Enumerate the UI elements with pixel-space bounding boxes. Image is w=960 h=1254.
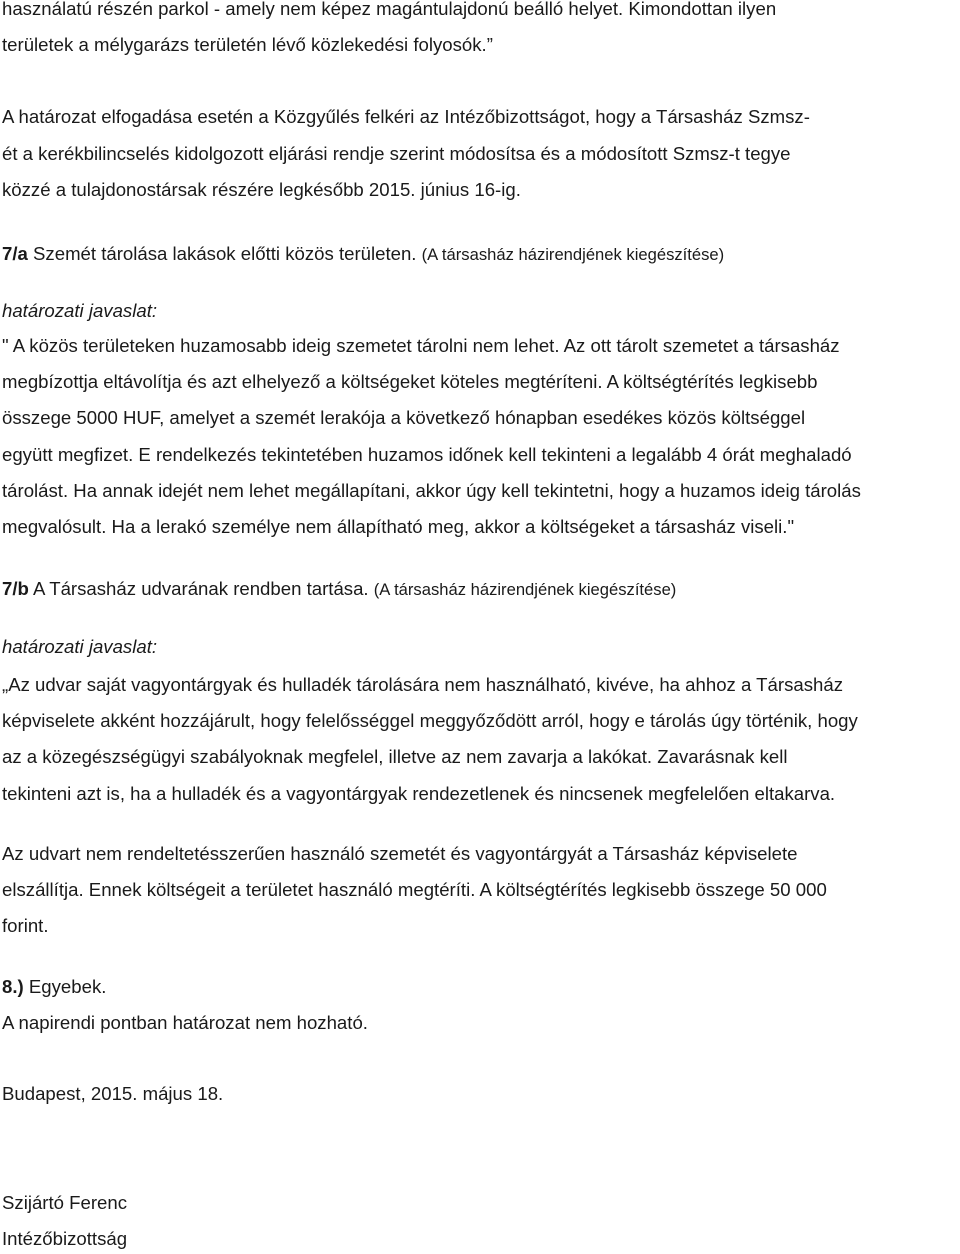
section-7a-number: 7/a (2, 243, 28, 264)
section-7b-line-4: tekinteni azt is, ha a hulladék és a vagyontárgyak rendezetlenek és nincsenek megfelelően eltakarva. (2, 783, 836, 804)
section-8-number: 8.) (2, 976, 24, 997)
section-7b-line-2: képviselete akként hozzájárult, hogy felelősséggel meggyőződött arról, hogy e tárolás úgy történik, hogy (2, 710, 858, 731)
resolution-paragraph-line-3: közzé a tulajdonostársak részére legkésőbb 2015. június 16-ig. (2, 179, 521, 200)
section-7b-heading (2, 578, 676, 601)
section-7b-line-7: forint. (2, 915, 49, 936)
section-8-text: A napirendi pontban határozat nem hozható. (2, 1012, 368, 1033)
section-7a-line-3: összege 5000 HUF, amelyet a szemét lerakója a következő hónapban esedékes közös költséggel (2, 407, 806, 428)
intro-line-1: használatú részén parkol - amely nem képez magántulajdonú beálló helyet. Kimondottan ilyen (2, 0, 777, 19)
section-7a-title: Szemét tárolása lakások előtti közös területen. (33, 243, 417, 264)
section-7b-line-6: elszállítja. Ennek költségeit a területet használó megtéríti. A költségtérítés legkisebb összege 50 000 (2, 879, 827, 900)
section-7b-title: A Társasház udvarának rendben tartása. (33, 578, 369, 599)
section-7a-proposal-label: határozati javaslat: (2, 300, 158, 321)
signature-role: Intézőbizottság (2, 1228, 128, 1249)
section-8-heading (2, 976, 106, 998)
section-7a-heading (2, 243, 724, 266)
section-7a-note: (A társasház házirendjének kiegészítése) (421, 245, 725, 264)
section-8-title: Egyebek. (28, 976, 107, 997)
section-7b-line-3: az a közegészségügyi szabályoknak megfelel, illetve az nem zavarja a lakókat. Zavarásnak kell (2, 746, 788, 767)
resolution-paragraph-line-1: A határozat elfogadása esetén a Közgyűlés felkéri az Intézőbizottságot, hogy a Társasház Szmsz- (2, 106, 810, 127)
resolution-paragraph-line-2: ét a kerékbilincselés kidolgozott eljárási rendje szerint módosítsa és a módosított Szmsz-t tegye (2, 143, 791, 164)
section-7b-number: 7/b (2, 578, 29, 599)
section-7a-line-2: megbízottja eltávolítja és azt elhelyező a költségeket köteles megtéríteni. A költségtérítés legkisebb (2, 371, 818, 392)
section-7b-proposal-label: határozati javaslat: (2, 636, 158, 657)
signature-name: Szijártó Ferenc (2, 1192, 128, 1213)
section-7b-note: (A társasház házirendjének kiegészítése) (373, 580, 677, 599)
section-7a-line-1: " A közös területeken huzamosabb ideig szemetet tárolni nem lehet. Az ott tárolt szemetet a társasház (2, 335, 840, 356)
section-7a-line-6: megvalósult. Ha a lerakó személye nem állapítható meg, akkor a költségeket a társasház viseli." (2, 516, 795, 537)
section-7a-line-4: együtt megfizet. E rendelkezés tekintetében huzamos időnek kell tekinteni a legalább 4 órát meghaladó (2, 444, 852, 465)
intro-line-2: területek a mélygarázs területén lévő közlekedési folyosók.” (2, 34, 493, 55)
section-7b-line-1: „Az udvar saját vagyontárgyak és hulladék tárolására nem használható, kivéve, ha ahhoz a Társasház (2, 674, 843, 695)
section-7b-line-5: Az udvart nem rendeltetésszerűen használó szemetét és vagyontárgyát a Társasház képviselete (2, 843, 798, 864)
document-date: Budapest, 2015. május 18. (2, 1083, 224, 1104)
section-7a-line-5: tárolást. Ha annak idejét nem lehet megállapítani, akkor úgy kell tekintetni, hogy a huzamos ideig tárolás (2, 480, 861, 501)
